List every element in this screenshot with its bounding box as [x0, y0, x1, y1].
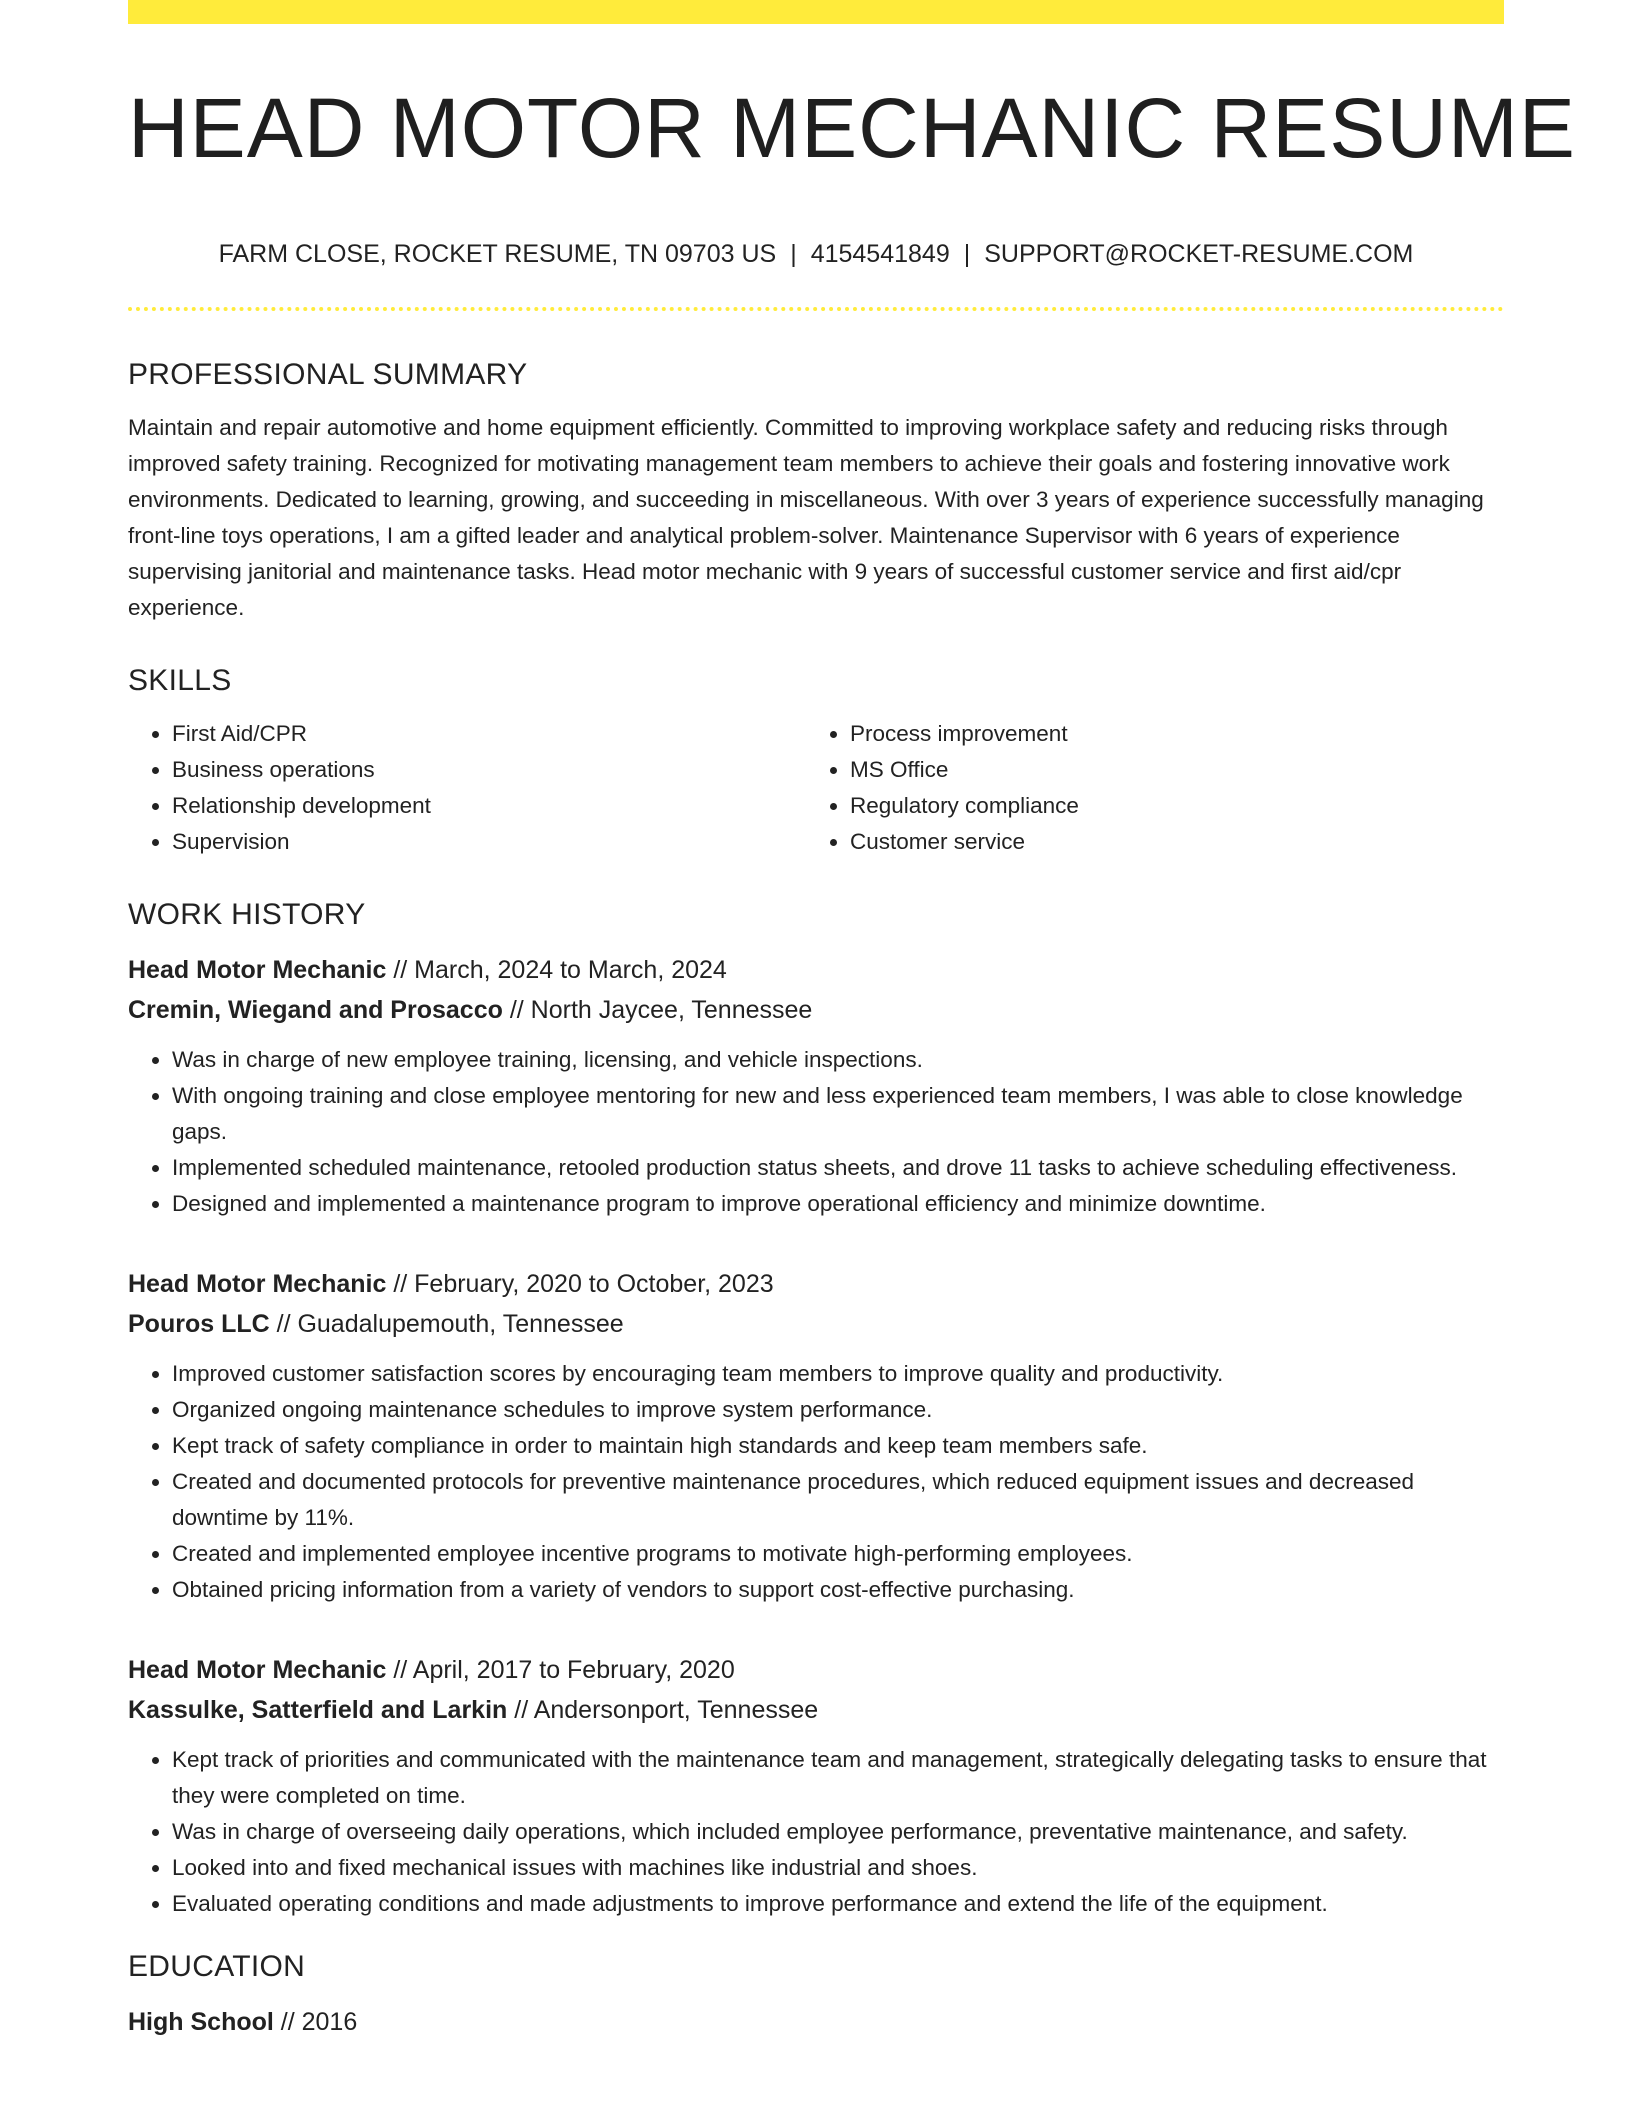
- job-title-line: [128, 1264, 1504, 1304]
- job-location: // North Jaycee, Tennessee: [502, 996, 813, 1024]
- summary-heading: PROFESSIONAL SUMMARY: [128, 358, 528, 391]
- job-dates: // March, 2024 to March, 2024: [386, 956, 727, 984]
- skill-item: • Customer service: [850, 824, 1484, 860]
- job-bullet: • Evaluated operating conditions and made adjustments to improve performance and extend the life of the equipment.: [172, 1886, 1504, 1922]
- job-company: Cremin, Wiegand and Prosacco: [128, 996, 503, 1024]
- skill-item: • Process improvement: [850, 716, 1484, 752]
- skills-list-right: [806, 716, 1484, 860]
- skill-item: • Relationship development: [172, 788, 806, 824]
- skill-item: • Supervision: [172, 824, 806, 860]
- job-company: Pouros LLC: [128, 1310, 270, 1338]
- job-bullet: • Implemented scheduled maintenance, retooled production status sheets, and drove 11 tasks to achieve scheduling effectiveness.: [172, 1150, 1504, 1186]
- job-bullet: • Kept track of priorities and communicated with the maintenance team and management, strategically delegating tasks to ensure that they were completed on time.: [172, 1742, 1504, 1814]
- job-title: Head Motor Mechanic: [128, 1656, 387, 1684]
- education-section: [128, 1942, 1504, 2042]
- job-bullets: [128, 1742, 1504, 1922]
- skill-item: • MS Office: [850, 752, 1484, 788]
- job-title-line: [128, 950, 1504, 990]
- job-bullet: • Improved customer satisfaction scores by encouraging team members to improve quality and productivity.: [172, 1356, 1504, 1392]
- job-company-line: [128, 1304, 1504, 1344]
- skill-item: • First Aid/CPR: [172, 716, 806, 752]
- education-entry: [128, 2002, 1504, 2042]
- job-entry: [128, 950, 1504, 1222]
- resume-page: [128, 0, 1576, 2112]
- job-location: // Andersonport, Tennessee: [507, 1696, 819, 1724]
- job-company-line: [128, 990, 1504, 1030]
- job-entry: [128, 1650, 1504, 1922]
- skills-list-left: [128, 716, 806, 860]
- job-title-line: [128, 1650, 1504, 1690]
- job-bullet: • Obtained pricing information from a variety of vendors to support cost-effective purchasing.: [172, 1572, 1504, 1608]
- job-bullet: • Designed and implemented a maintenance program to improve operational efficiency and minimize downtime.: [172, 1186, 1504, 1222]
- education-year: // 2016: [273, 2008, 358, 2036]
- work-history-heading: WORK HISTORY: [128, 898, 366, 931]
- resume-content: [128, 350, 1504, 2042]
- education-degree: High School: [128, 2008, 274, 2036]
- job-location: // Guadalupemouth, Tennessee: [269, 1310, 624, 1338]
- skill-item: • Business operations: [172, 752, 806, 788]
- job-company-line: [128, 1690, 1504, 1730]
- accent-top-bar: [128, 0, 1504, 24]
- job-title: Head Motor Mechanic: [128, 956, 387, 984]
- job-bullet: • Was in charge of new employee training, licensing, and vehicle inspections.: [172, 1042, 1504, 1078]
- contact-separator: |: [790, 240, 797, 268]
- job-bullet: • Organized ongoing maintenance schedules to improve system performance.: [172, 1392, 1504, 1428]
- dotted-divider: [128, 307, 1504, 311]
- contact-separator: |: [963, 240, 971, 268]
- job-bullet: • With ongoing training and close employee mentoring for new and less experienced team members, I was able to close knowledge gaps.: [172, 1078, 1504, 1150]
- contact-phone: 4154541849: [810, 240, 950, 268]
- job-bullets: [128, 1356, 1504, 1608]
- resume-title: HEAD MOTOR MECHANIC RESUME: [128, 81, 1576, 175]
- job-entry: [128, 1264, 1504, 1608]
- job-bullet: • Kept track of safety compliance in order to maintain high standards and keep team members safe.: [172, 1428, 1504, 1464]
- job-company: Kassulke, Satterfield and Larkin: [128, 1696, 508, 1724]
- job-dates: // April, 2017 to February, 2020: [386, 1656, 735, 1684]
- skills-columns: [128, 716, 1504, 860]
- skill-item: • Regulatory compliance: [850, 788, 1484, 824]
- education-heading: EDUCATION: [128, 1950, 306, 1983]
- contact-address: FARM CLOSE, ROCKET RESUME, TN 09703 US: [218, 240, 777, 268]
- job-bullet: • Looked into and fixed mechanical issues with machines like industrial and shoes.: [172, 1850, 1504, 1886]
- job-bullet: • Was in charge of overseeing daily operations, which included employee performance, preventative maintenance, and safety.: [172, 1814, 1504, 1850]
- contact-line: [128, 236, 1504, 272]
- work-history-section: [128, 890, 1504, 1922]
- job-title: Head Motor Mechanic: [128, 1270, 387, 1298]
- skills-section: [128, 656, 1504, 860]
- job-bullets: [128, 1042, 1504, 1222]
- contact-email[interactable]: SUPPORT@ROCKET-RESUME.COM: [984, 240, 1414, 268]
- job-dates: // February, 2020 to October, 2023: [386, 1270, 774, 1298]
- skills-heading: SKILLS: [128, 664, 232, 697]
- summary-section: [128, 350, 1504, 626]
- skills-column-right: [806, 716, 1484, 860]
- job-bullet: • Created and documented protocols for preventive maintenance procedures, which reduced equipment issues and decreased downtime by 11%.: [172, 1464, 1504, 1536]
- skills-column-left: [128, 716, 806, 860]
- education-line: [128, 2002, 1504, 2042]
- job-bullet: • Created and implemented employee incentive programs to motivate high-performing employees.: [172, 1536, 1504, 1572]
- summary-text: Maintain and repair automotive and home equipment efficiently. Committed to improving workplace safety and reducing risks through improved safety training. Recognized for motivating management team members to achieve their goals and fostering innovative work environments. Dedicated to learning, growing, and succeeding in miscellaneous. With over 3 years of experience successfully managing front-line toys operations, I am a gifted leader and analytical problem-solver. Maintenance Supervisor with 6 years of experience supervising janitorial and maintenance tasks. Head motor mechanic with 9 years of successful customer service and first aid/cpr experience.: [128, 415, 1484, 620]
